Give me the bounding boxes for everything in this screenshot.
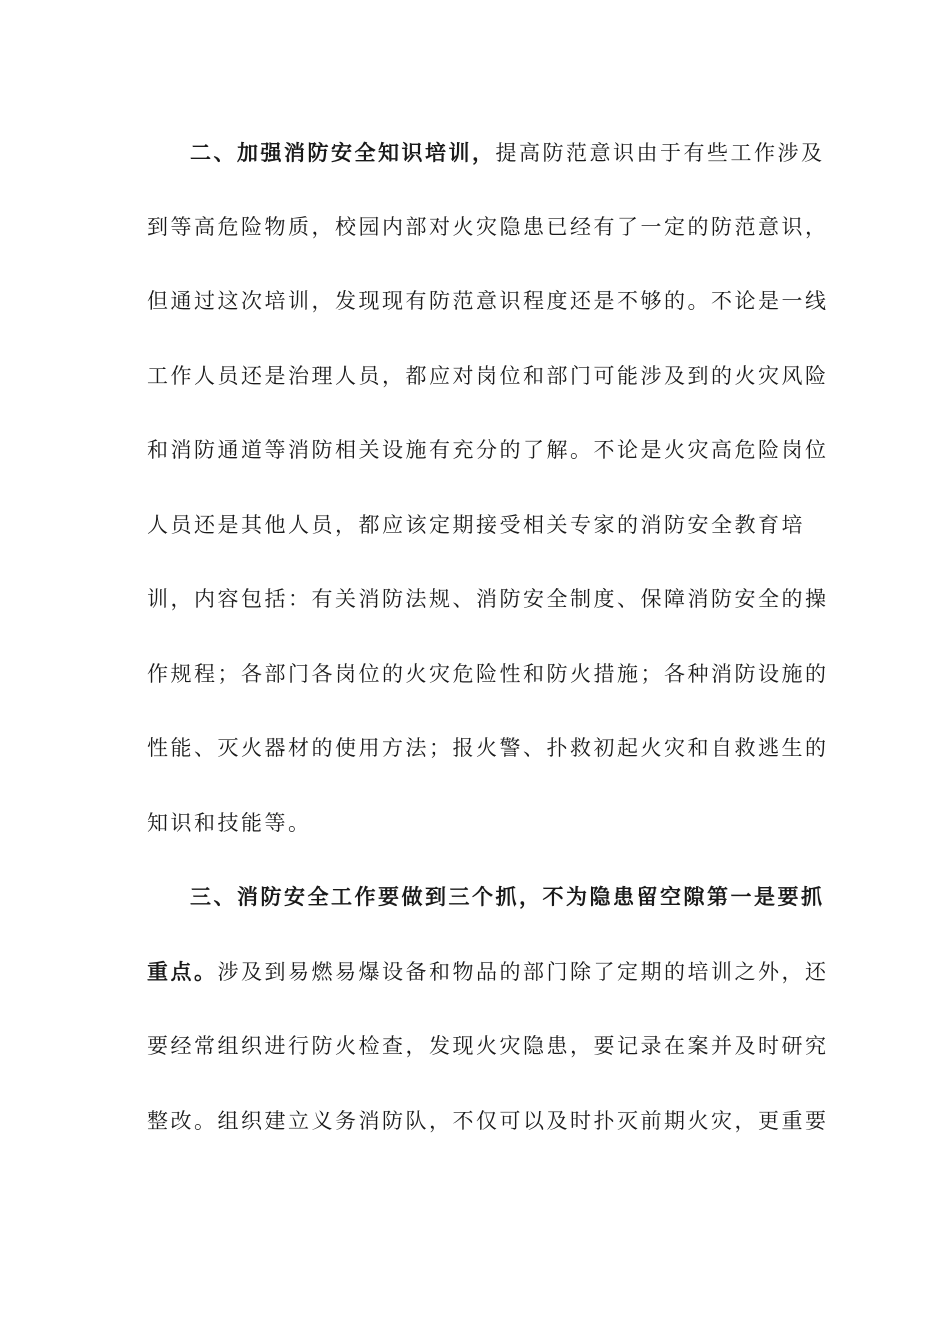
section3-heading-line-1: 三、消防安全工作要做到三个抓，不为隐患留空隙第一是要抓 (190, 884, 825, 909)
section2-text-line-2: 到等高危险物质，校园内部对火灾隐患已经有了一定的防范意识， (147, 215, 829, 239)
section2-text-line-8: 作规程；各部门各岗位的火灾危险性和防火措施；各种消防设施的 (147, 662, 829, 686)
section2-text-line-1: 提高防范意识由于有些工作涉及 (495, 141, 825, 165)
section3-heading-line-2: 重点。 (147, 959, 218, 984)
section2-text-line-9: 性能、灭火器材的使用方法；报火警、扑救初起火灾和自救逃生的 (147, 736, 829, 760)
section2-heading: 二、加强消防安全知识培训， (190, 140, 496, 165)
section2-text-line-10: 知识和技能等。 (147, 811, 312, 835)
section2-text-line-5: 和消防通道等消防相关设施有充分的了解。不论是火灾高危险岗位 (147, 438, 829, 462)
section3-second-line (147, 957, 829, 987)
section2-text-line-6: 人员还是其他人员，都应该定期接受相关专家的消防安全教育培 (147, 513, 805, 537)
section3-text-line-1: 涉及到易燃易爆设备和物品的部门除了定期的培训之外，还 (217, 960, 829, 984)
section2-text-line-7: 训，内容包括：有关消防法规、消防安全制度、保障消防安全的操 (147, 587, 829, 611)
section3-text-line-2: 要经常组织进行防火检查，发现火灾隐患，要记录在案并及时研究 (147, 1034, 829, 1058)
section2-first-line (190, 138, 825, 168)
section2-text-line-3: 但通过这次培训，发现现有防范意识程度还是不够的。不论是一线 (147, 289, 829, 313)
section3-text-line-3: 整改。组织建立义务消防队，不仅可以及时扑灭前期火灾，更重要 (147, 1109, 829, 1133)
section2-text-line-4: 工作人员还是治理人员，都应对岗位和部门可能涉及到的火灾风险 (147, 364, 829, 388)
